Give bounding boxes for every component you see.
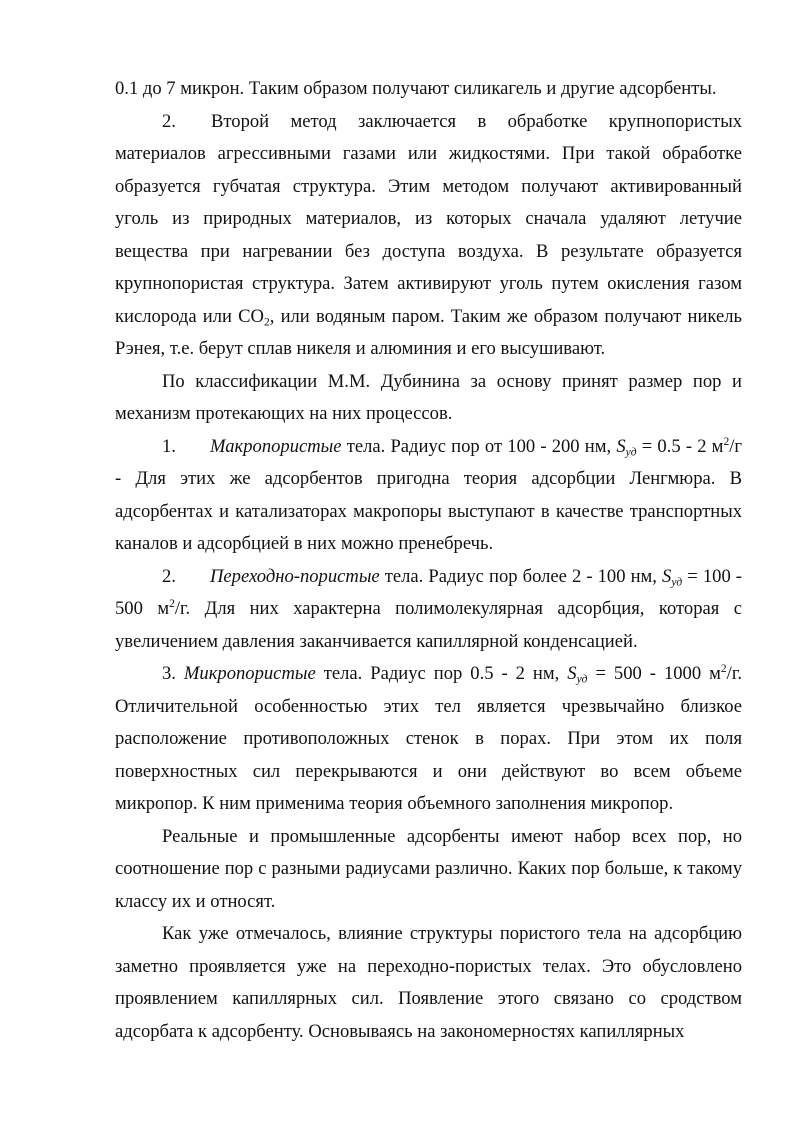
superscript: 2 bbox=[720, 662, 727, 675]
paragraph-text: = 500 - 1000 м bbox=[587, 663, 721, 684]
superscript: 2 bbox=[723, 435, 730, 448]
paragraph-text: 0.1 до 7 микрон. Таким образом получают силикагель и другие адсорбенты. bbox=[115, 78, 717, 99]
paragraph-text: тела. Радиус пор более 2 - 100 нм, bbox=[379, 565, 663, 587]
paragraph-text: /г. Отличительной особенностью этих тел является чрезвычайно близкое расположение противоположных стенок в порах. При этом их поля поверхностных сил перекрываются и они действуют во всем объеме микропор. К ним применима теория объемного заполнения микропор. bbox=[115, 663, 742, 814]
paragraph-continuation bbox=[115, 73, 742, 106]
paragraph-text: Второй метод заключается в обработке крупнопористых материалов агрессивными газами или жидкостями. При такой обработке образуется губчатая структура. Этим методом получают активированный уголь из природных материалов, из которых сначала удаляют летучие вещества при нагревании без доступа воздуха. В результате образуется крупнопористая структура. Затем активируют уголь путем окисления газом кислорода или CO bbox=[115, 110, 742, 327]
term-italic: Микропористые bbox=[183, 663, 316, 684]
paragraph-text: Как уже отмечалось, влияние структуры пористого тела на адсорбцию заметно проявляется уже на переходно-пористых телах. Это обусловлено проявлением капиллярных сил. Появление этого связано со сродством адсорбата к адсорбенту. Основываясь на закономерностях капиллярных bbox=[115, 923, 742, 1042]
term-italic: Макропористые bbox=[210, 435, 342, 457]
symbol-s: S bbox=[567, 663, 577, 684]
list-number: 2. bbox=[162, 565, 176, 587]
paragraph-transitional bbox=[115, 561, 742, 659]
symbol-s: S bbox=[662, 565, 672, 587]
paragraph-text: = 0.5 - 2 м bbox=[636, 435, 724, 457]
paragraph-classification bbox=[115, 366, 742, 431]
paragraph-capillary bbox=[115, 918, 742, 1048]
list-number: 2. bbox=[162, 110, 176, 132]
list-number: 3. bbox=[162, 663, 184, 684]
paragraph-text-tail: , или водяным паром. Таким же образом получают никель Рэнея, т.е. берут сплав никеля и алюминия и его высушивают. bbox=[115, 305, 742, 359]
symbol-s: S bbox=[616, 435, 626, 457]
symbol-subscript: уд bbox=[671, 576, 683, 589]
subscript: 2 bbox=[263, 316, 270, 329]
paragraph-text: /г - Для этих же адсорбентов пригодна теория адсорбции Ленгмюра. В адсорбентах и катализаторах макропоры выступают в качестве транспортных каналов и адсорбцией в них можно пренебречь. bbox=[115, 435, 742, 554]
paragraph-text: тела. Радиус пор 0.5 - 2 нм, bbox=[315, 663, 568, 684]
symbol-subscript: уд bbox=[576, 673, 588, 686]
symbol-subscript: уд bbox=[625, 446, 637, 459]
paragraph-macroporous bbox=[115, 431, 742, 561]
paragraph-text: По классификации М.М. Дубинина за основу принят размер пор и механизм протекающих на них процессов. bbox=[115, 370, 742, 424]
paragraph-microporous bbox=[115, 658, 742, 821]
paragraph-text: /г. Для них характерна полимолекулярная адсорбция, которая с увеличением давления заканчивается капиллярной конденсацией. bbox=[115, 598, 742, 652]
superscript: 2 bbox=[169, 597, 175, 610]
paragraph-text: тела. Радиус пор от 100 - 200 нм, bbox=[341, 435, 617, 457]
paragraph-second-method bbox=[115, 106, 742, 366]
paragraph-text: Реальные и промышленные адсорбенты имеют набор всех пор, но соотношение пор с разными радиусами различно. Каких пор больше, к такому классу их и относят. bbox=[115, 825, 742, 912]
paragraph-real-adsorbents bbox=[115, 821, 742, 919]
list-number: 1. bbox=[162, 435, 176, 457]
paragraph-text: = 100 - 500 м bbox=[115, 565, 742, 619]
term-italic: Переходно-пористые bbox=[210, 565, 380, 587]
